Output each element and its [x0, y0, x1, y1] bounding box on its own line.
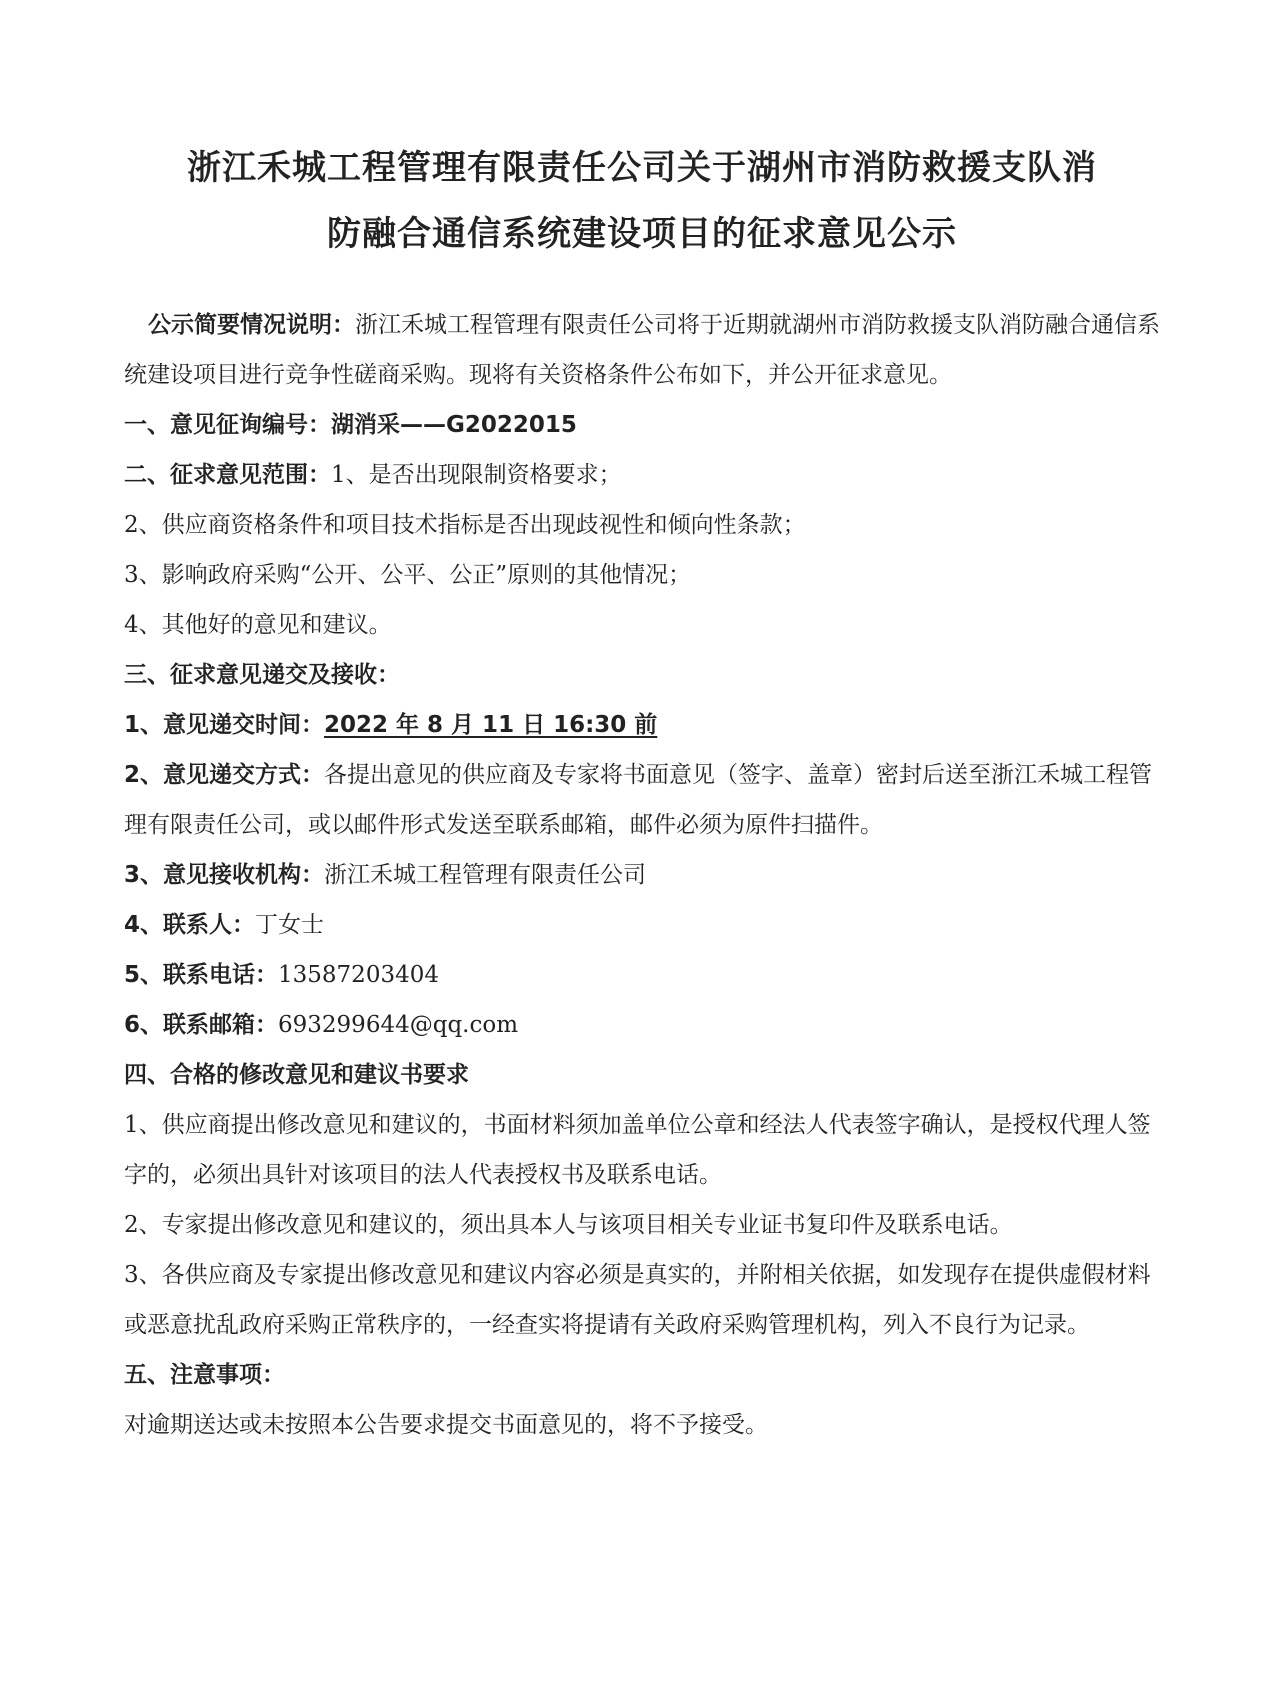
phone-value: 13587203404 — [278, 962, 439, 988]
submit-time-value: 2022 年 8 月 11 日 16:30 前 — [324, 712, 658, 738]
section4-heading: 四、合格的修改意见和建议书要求 — [124, 1062, 469, 1088]
section4-item-2: 2、专家提出修改意见和建议的，须出具本人与该项目相关专业证书复印件及联系电话。 — [124, 1212, 1013, 1238]
submit-method-text: 各提出意见的供应商及专家将书面意见（签字、盖章）密封后送至浙江禾城工程管理有限责任公司，或以邮件形式发送至联系邮箱，邮件必须为原件扫描件。 — [124, 762, 1153, 838]
section2-heading — [124, 450, 1164, 500]
receiving-org-row — [124, 850, 1164, 900]
phone-label: 5、联系电话： — [124, 962, 279, 988]
section2-item-2: 2、供应商资格条件和项目技术指标是否出现歧视性和倾向性条款； — [124, 512, 806, 538]
submit-method-row — [124, 750, 1164, 850]
section3-heading: 三、征求意见递交及接收： — [124, 662, 400, 688]
section5-heading: 五、注意事项： — [124, 1362, 285, 1388]
document-body — [124, 300, 1164, 1450]
contact-label: 4、联系人： — [124, 912, 256, 938]
contact-row — [124, 900, 1164, 950]
email-label: 6、联系邮箱： — [124, 1012, 279, 1038]
submit-time-row — [124, 700, 1164, 750]
email-row — [124, 1000, 1164, 1050]
intro-paragraph — [124, 300, 1164, 400]
section4-item-1: 1、供应商提出修改意见和建议的，书面材料须加盖单位公章和经法人代表签字确认，是授权代理人签字的，必须出具针对该项目的法人代表授权书及联系电话。 — [124, 1112, 1151, 1188]
title-line-2: 防融合通信系统建设项目的征求意见公示 — [327, 214, 957, 254]
intro-label: 公示简要情况说明： — [148, 312, 355, 338]
email-value: 693299644@qq.com — [278, 1012, 519, 1038]
contact-value: 丁女士 — [255, 912, 325, 938]
submit-time-label: 1、意见递交时间： — [124, 712, 325, 738]
phone-row — [124, 950, 1164, 1000]
section5-text: 对逾期送达或未按照本公告要求提交书面意见的，将不予接受。 — [124, 1412, 768, 1438]
receiving-org-label: 3、意见接收机构： — [124, 862, 325, 888]
title-line-1: 浙江禾城工程管理有限责任公司关于湖州市消防救援支队消 — [187, 148, 1097, 188]
section2-label: 二、征求意见范围： — [124, 462, 331, 488]
section2-item-3: 3、影响政府采购“公开、公平、公正”原则的其他情况； — [124, 562, 692, 588]
section4-item-3: 3、各供应商及专家提出修改意见和建议内容必须是真实的，并附相关依据，如发现存在提供虚假材料或恶意扰乱政府采购正常秩序的，一经查实将提请有关政府采购管理机构，列入不良行为记录。 — [124, 1262, 1151, 1338]
section2-item-4: 4、其他好的意见和建议。 — [124, 612, 392, 638]
document-title — [120, 135, 1164, 267]
section2-item-1: 1、是否出现限制资格要求； — [331, 462, 622, 488]
receiving-org-value: 浙江禾城工程管理有限责任公司 — [324, 862, 647, 888]
submit-method-label: 2、意见递交方式： — [124, 762, 325, 788]
section1-heading: 一、意见征询编号：湖消采——G2022015 — [124, 412, 577, 438]
intro-text: 浙江禾城工程管理有限责任公司将于近期就湖州市消防救援支队消防融合通信系统建设项目进行竞争性磋商采购。现将有关资格条件公布如下，并公开征求意见。 — [124, 312, 1160, 388]
